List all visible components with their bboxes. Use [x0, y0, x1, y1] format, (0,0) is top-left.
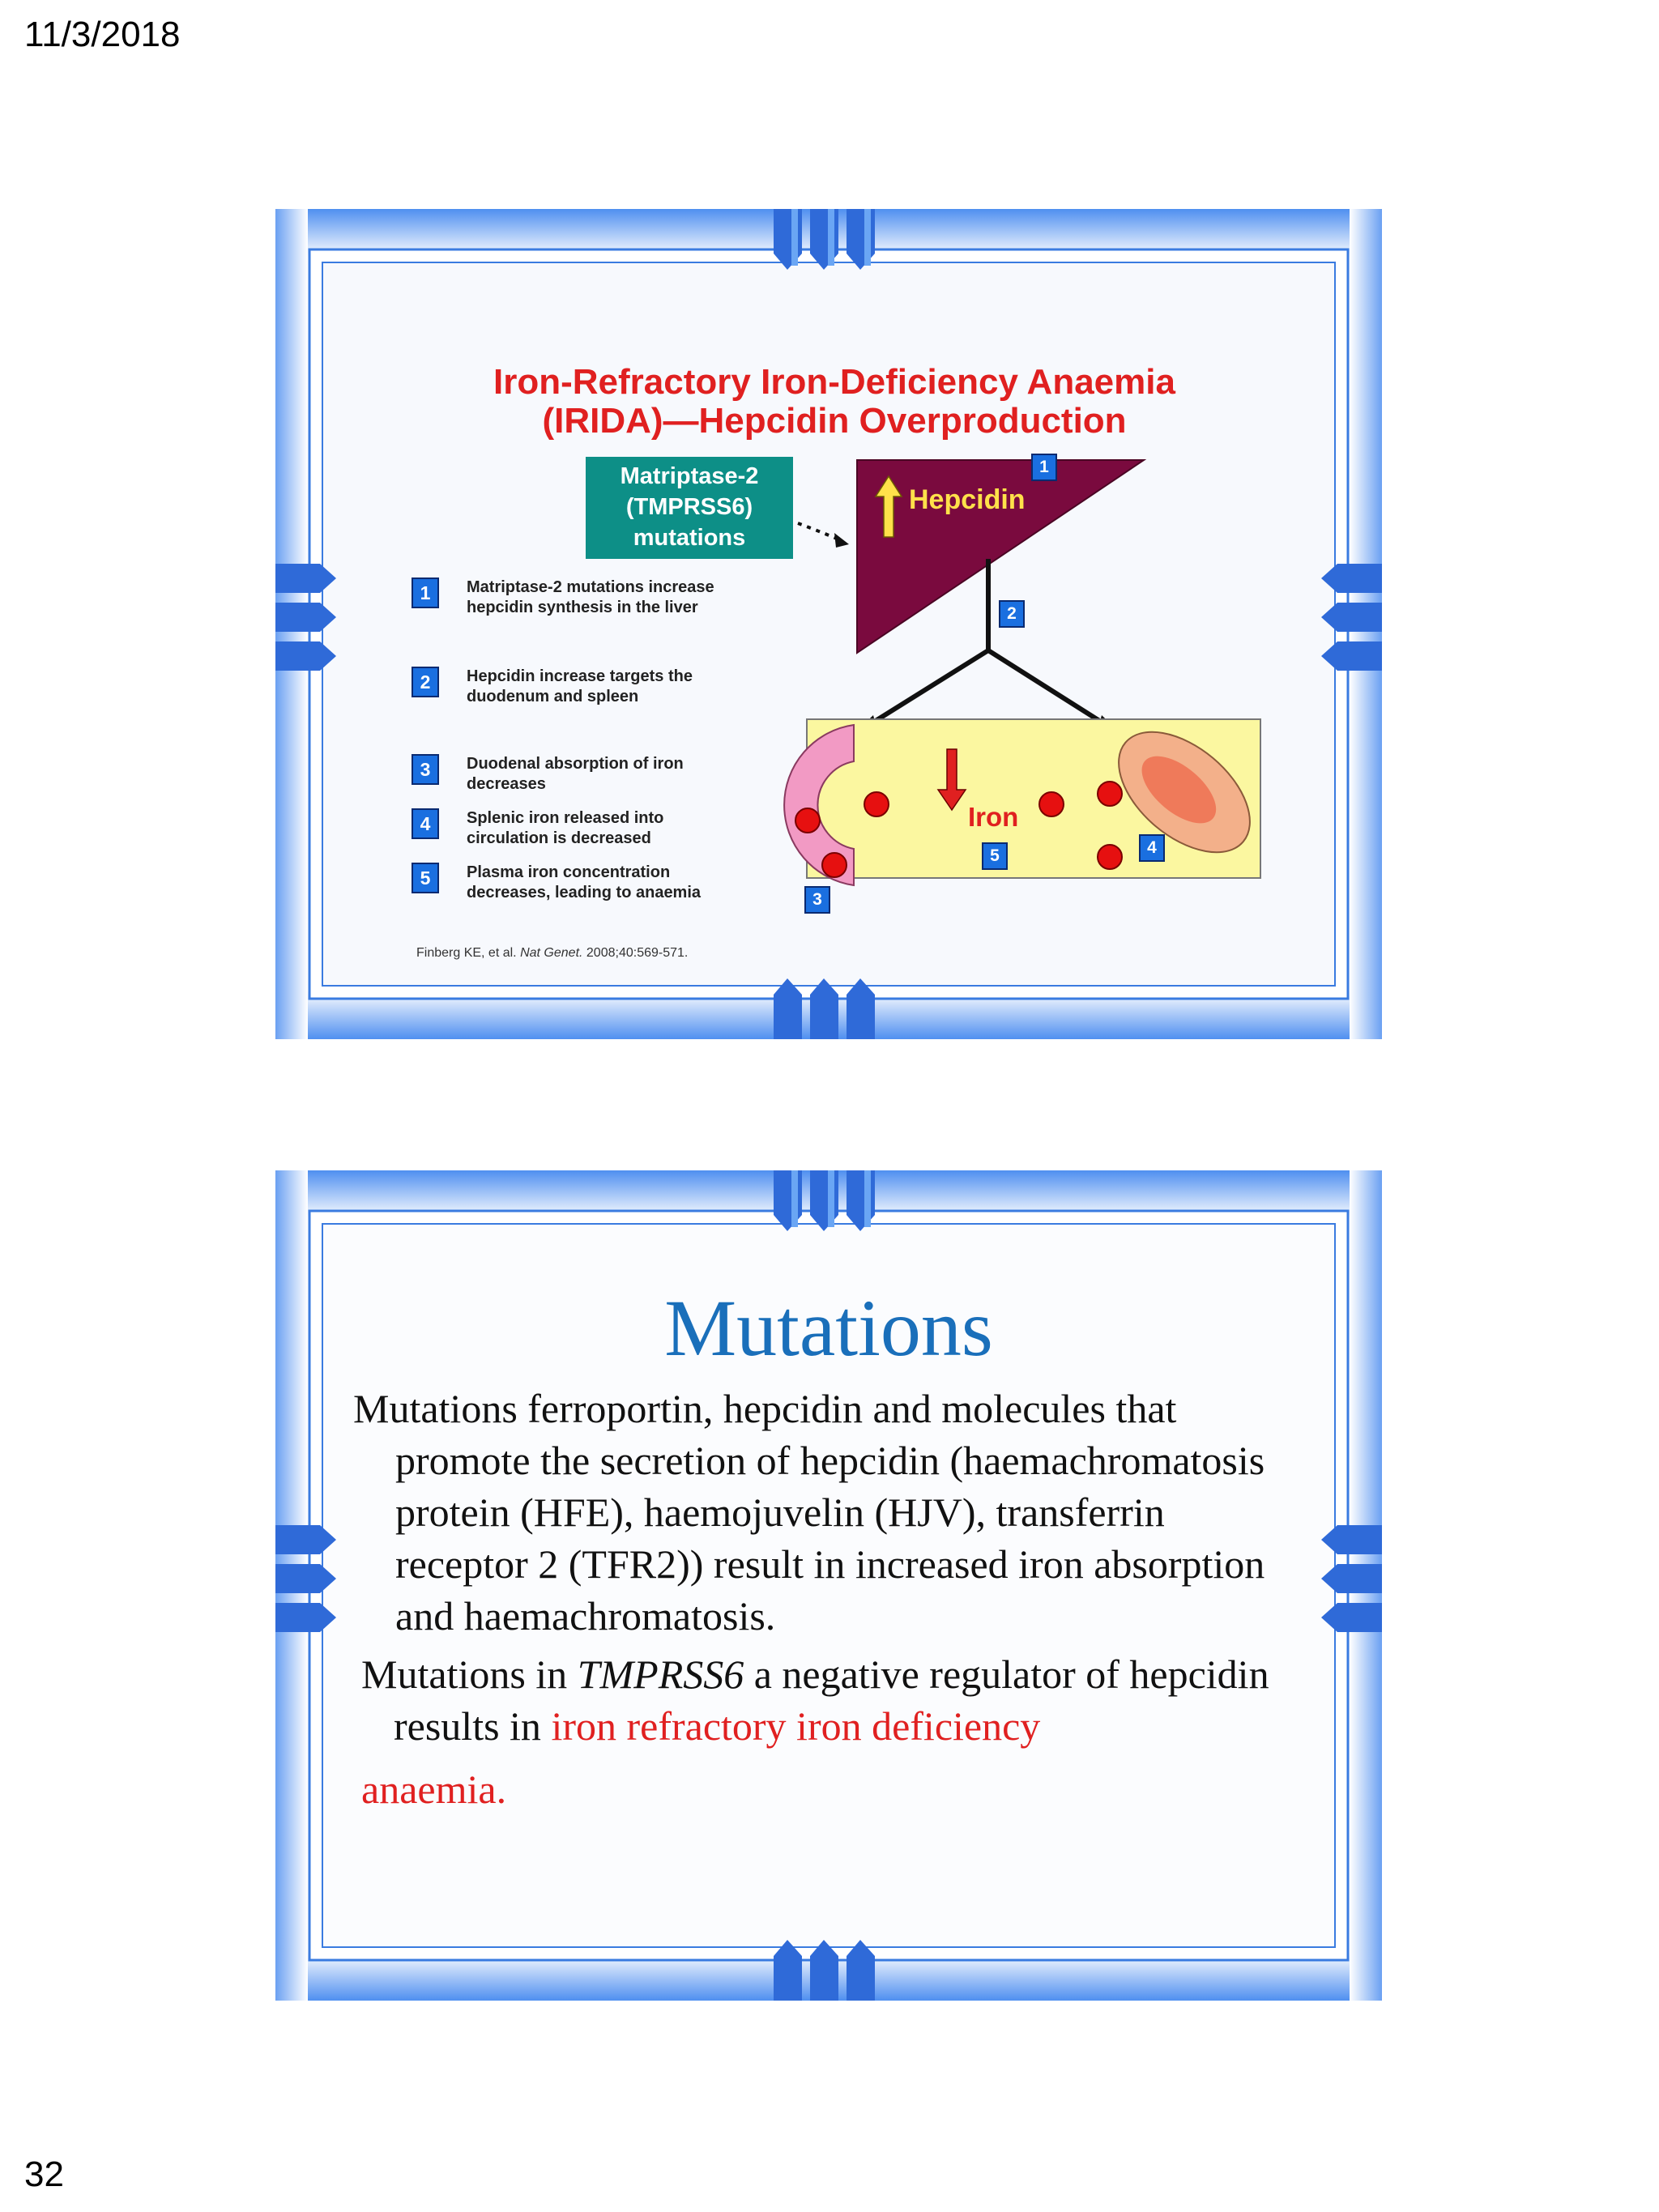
legend-number: 5 [412, 863, 439, 893]
legend-text: Duodenal absorption of iron decreases [467, 755, 684, 793]
iron-dot [822, 853, 847, 877]
gene-name: TMPRSS6 [577, 1652, 744, 1697]
slide-title: Mutations [664, 1283, 993, 1373]
paragraph-2-prefix: Mutations in [361, 1652, 578, 1697]
legend-number: 3 [412, 754, 439, 785]
slide-title-line2: (IRIDA)—Hepcidin Overproduction [542, 401, 1127, 441]
legend-text: Matriptase-2 mutations increase hepcidin synthesis in the liver [467, 578, 714, 616]
iron-dot [1039, 792, 1064, 816]
slide-irida [275, 209, 1382, 1039]
paragraph-1: Mutations ferroportin, hepcidin and molecules that promote the secretion of hepcidin (haemachromatosis protein (HFE), haemojuvelin (HJV), transferrin receptor 2 (TFR2)) result in increased iron absorption and haemachromatosis. [353, 1386, 1265, 1639]
iron-dot [864, 792, 889, 816]
branch-left [865, 650, 988, 727]
paragraph-2-middle: a negative regulator of hepcidin results in [394, 1652, 1269, 1749]
paragraph-2 [353, 1648, 1285, 1815]
mutation-box-line: Matriptase-2 [620, 463, 759, 489]
citation-details: 2008;40:569-571. [586, 946, 689, 960]
page-date: 11/3/2018 [24, 15, 181, 54]
legend-number: 1 [412, 578, 439, 608]
legend-number: 4 [412, 808, 439, 839]
slide-body [353, 1383, 1285, 1815]
legend-text: Splenic iron released into circulation is decreased [467, 809, 664, 847]
irida-diagram [275, 209, 1382, 1039]
step-badge-4: 4 [1139, 834, 1165, 862]
citation-authors: Finberg KE, et al. [416, 946, 517, 960]
emphasis-period: . [496, 1767, 507, 1812]
step-badge-1: 1 [1031, 454, 1057, 481]
emphasis-text: iron refractory iron deficiency [551, 1703, 1041, 1749]
legend-number: 2 [412, 667, 439, 697]
slide-title-line1: Iron-Refractory Iron-Deficiency Anaemia [493, 362, 1175, 402]
iron-label: Iron [968, 802, 1019, 832]
dotted-arrow-head [834, 533, 849, 548]
emphasis-text: anaemia [361, 1767, 497, 1812]
iron-dot [1098, 782, 1122, 806]
slide-mutations [275, 1170, 1382, 2001]
branch-right [988, 650, 1110, 727]
legend-text: Hepcidin increase targets the duodenum and spleen [467, 667, 693, 705]
citation-journal: Nat Genet. [520, 946, 583, 960]
iron-dot [1098, 845, 1122, 869]
citation [416, 946, 688, 961]
step-badge-3: 3 [804, 886, 830, 914]
legend-text: Plasma iron concentration decreases, leading to anaemia [467, 863, 702, 901]
mutation-box-line: mutations [633, 525, 746, 551]
hepcidin-label: Hepcidin [909, 484, 1026, 515]
iron-dot [795, 808, 820, 833]
page-number: 32 [24, 2154, 64, 2194]
mutation-box-line: (TMPRSS6) [625, 494, 753, 520]
step-badge-5: 5 [982, 842, 1008, 870]
step-badge-2: 2 [999, 600, 1025, 628]
